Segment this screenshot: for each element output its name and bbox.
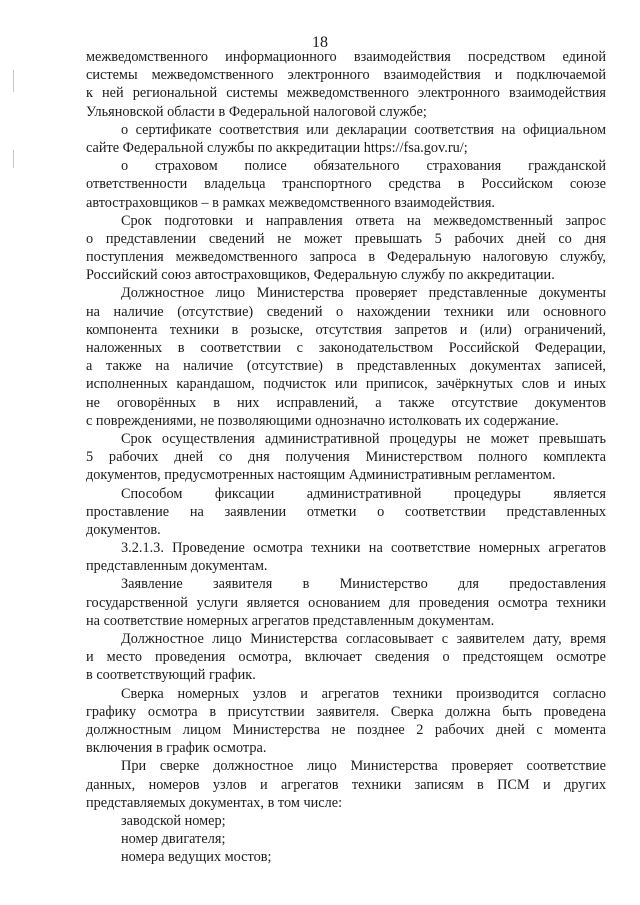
text-line: 3.2.1.3. Проведение осмотра техники на соответствие номерных агрегатов [121,540,606,557]
text-line: должностным лицом Министерства не позднее 2 рабочих дней с момента [86,721,606,738]
text-line: графику осмотра в присутствии заявителя. Сверка должна быть проведена [86,703,606,720]
text-line: о представлении сведений не может превышать 5 рабочих дней со дня [86,230,606,247]
text-line: представляемых документах, в том числе: [86,794,343,811]
text-line: на соответствие номерных агрегатов представленным документам. [86,612,495,629]
text-line: Ульяновской области в Федеральной налоговой службе; [86,103,427,120]
text-line: наложенных в соответствии с законодательством Российской Федерации, [86,340,606,356]
text-line: ответственности владельца транспортного средства в Российском союзе [86,176,606,193]
text-line: Срок подготовки и направления ответа на межведомственный запрос [121,212,606,229]
text-line: представленным документам. [86,558,268,575]
text-line: а также на наличие (отсутствие) в представленных документах записей, [86,358,606,375]
text-line: Сверка номерных узлов и агрегатов техники производится согласно [121,685,606,702]
text-line: с повреждениями, не позволяющими однозначно истолковать их содержание. [86,412,559,429]
text-line: поступления межведомственного запроса в Федеральную налоговую службу, [86,249,606,266]
text-line: на наличие (отсутствие) сведений о нахождении техники или основного [86,303,606,320]
text-line: системы межведомственного электронного взаимодействия и подключаемой [86,67,606,84]
text-line: включения в график осмотра. [86,740,267,757]
text-line: межведомственного информационного взаимодействия посредством единой [86,49,606,65]
text-line: Заявление заявителя в Министерство для предоставления [121,576,606,593]
text-line: номера ведущих мостов; [121,849,272,866]
text-line: и место проведения осмотра, включает сведения о предстоящем осмотре [86,649,606,666]
text-line: государственной услуги является основанием для проведения осмотра техники [86,594,606,611]
text-line: документов. [86,521,161,538]
page-number: 18 [312,34,328,51]
scan-edge-mark [13,150,14,168]
text-line: не оговорённых в них исправлений, а также отсутствие документов [86,394,606,411]
text-line: о страховом полисе обязательного страхования гражданской [121,158,606,175]
text-line: сайте Федеральной службы по аккредитации https://fsa.gov.ru/; [86,139,468,156]
text-line: о сертификате соответствия или декларации соответствия на официальном [121,121,606,138]
text-line: данных, номеров узлов и агрегатов техники записям в ПСМ и других [86,776,606,793]
text-line: автостраховщиков – в рамках межведомственного взаимодействия. [86,194,495,211]
text-line: Российский союз автостраховщиков, Федеральную службу по аккредитации. [86,267,555,284]
text-line: проставление на заявлении отметки о соответствии представленных [86,503,606,520]
text-line: Должностное лицо Министерства проверяет представленные документы [121,285,606,302]
text-line: Должностное лицо Министерства согласовывает с заявителем дату, время [121,631,606,647]
text-line: документов, предусмотренных настоящим Административным регламентом. [86,467,556,484]
text-line: номер двигателя; [121,831,226,848]
text-line: заводской номер; [121,812,226,829]
text-line: к ней региональной системы межведомственного электронного взаимодействия [86,85,606,102]
text-line: 5 рабочих дней со дня получения Министерством полного комплекта [86,449,606,466]
text-line: Способом фиксации административной процедуры является [121,485,606,502]
text-line: При сверке должностное лицо Министерства проверяет соответствие [121,758,606,775]
text-line: исполненных карандашом, подчисток или приписок, зачёркнутых слов и иных [86,376,606,393]
scan-edge-mark [13,70,14,92]
text-line: Срок осуществления административной процедуры не может превышать [121,430,606,447]
text-line: в соответствующий график. [86,667,256,684]
document-body [86,48,606,866]
text-line: компонента техники в розыске, отсутствия запретов и (или) ограничений, [86,321,606,338]
